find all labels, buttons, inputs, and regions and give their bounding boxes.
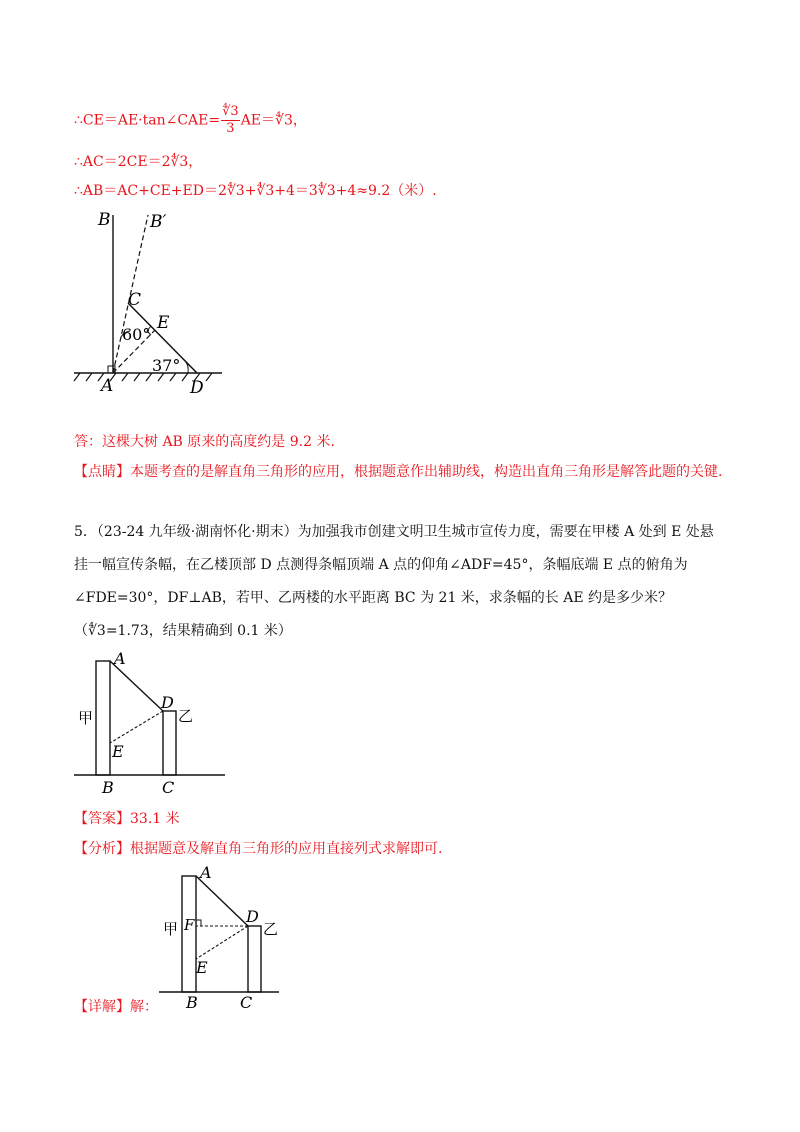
analysis-problem-5 (74, 838, 442, 858)
label-D: D (161, 693, 174, 712)
figure-buildings-detail-diagram (155, 862, 285, 1012)
label-B-prime: B′ (150, 212, 167, 232)
comment-problem-4 (74, 456, 724, 489)
label-E: E (157, 313, 170, 333)
label-angle-37: 37° (152, 356, 181, 375)
figure-tree-diagram (70, 205, 240, 398)
solution-line-1-suffix: AE＝∜3， (240, 112, 307, 129)
solution-line-1-prefix: ∴CE＝AE·tan∠CAE= (74, 112, 221, 129)
answer-problem-4: 答：这棵大树 AB 原来的高度约是 9.2 米. (74, 434, 335, 450)
label-F: F (184, 916, 195, 934)
detail-text: 解： (130, 999, 158, 1015)
label-C: C (128, 290, 142, 310)
building-yi (163, 711, 176, 775)
label-C: C (240, 993, 253, 1012)
label-B: B (186, 993, 198, 1012)
comment-tag: 【点睛】 (74, 464, 130, 480)
segment-AD (196, 876, 248, 926)
label-yi: 乙 (263, 920, 279, 938)
label-jia: 甲 (78, 709, 94, 727)
segment-DE-dashed (196, 926, 248, 959)
label-jia: 甲 (163, 920, 179, 938)
building-jia (96, 661, 110, 775)
building-jia (182, 876, 196, 992)
solution-line-2: ∴AC＝2CE＝2∜3， (74, 154, 203, 170)
label-A: A (114, 649, 126, 668)
problem-5-statement: 5．（23-24 九年级·湖南怀化·期末）为加强我市创建文明卫生城市宣传力度，需要在甲楼 A 处到 E 处悬挂一幅宣传条幅，在乙楼顶部 D 点测得条幅顶端 A 点的仰角∠ADF=45°，条幅底端 E 点的俯角为∠FDE=30°，DF⊥AB，若甲、乙两楼的水平距离 BC 为 21 米，求条幅的长 AE 约是多少米？（∜3=1.73，结果精确到 0.1 米） (74, 524, 714, 639)
detail-problem-5 (74, 996, 158, 1016)
figure-buildings-diagram (70, 650, 230, 800)
answer-text: 33.1 米 (130, 811, 180, 827)
fraction-numerator: ∜3 (222, 104, 239, 119)
fraction (221, 104, 240, 137)
solution-line-3: ∴AB＝AC+CE+ED＝2∜3+∜3+4＝3∜3+4≈9.2（米）. (74, 183, 437, 199)
analysis-tag: 【分析】 (74, 841, 130, 857)
label-E: E (196, 958, 208, 977)
label-yi: 乙 (178, 707, 194, 725)
label-C: C (162, 778, 175, 797)
label-D: D (246, 907, 259, 926)
label-B: B (102, 778, 114, 797)
fraction-denominator: 3 (226, 121, 235, 136)
comment-text: 本题考查的是解直角三角形的应用，根据题意作出辅助线，构造出直角三角形是解答此题的关键. (130, 464, 723, 480)
answer-tag: 【答案】 (74, 811, 130, 827)
segment-DE-dashed (110, 711, 163, 743)
detail-tag: 【详解】 (74, 999, 130, 1015)
label-A: A (101, 376, 114, 396)
label-D: D (190, 378, 204, 398)
label-B: B (98, 210, 111, 230)
analysis-text: 根据题意及解直角三角形的应用直接列式求解即可. (130, 841, 443, 857)
label-E: E (112, 742, 124, 761)
solution-line-1 (74, 104, 307, 137)
building-yi (248, 926, 261, 992)
label-A: A (200, 863, 212, 882)
right-angle-mark-F (196, 920, 201, 926)
segment-AD (110, 661, 163, 711)
answer-problem-5 (74, 808, 180, 828)
label-angle-60: 60° (122, 325, 151, 344)
